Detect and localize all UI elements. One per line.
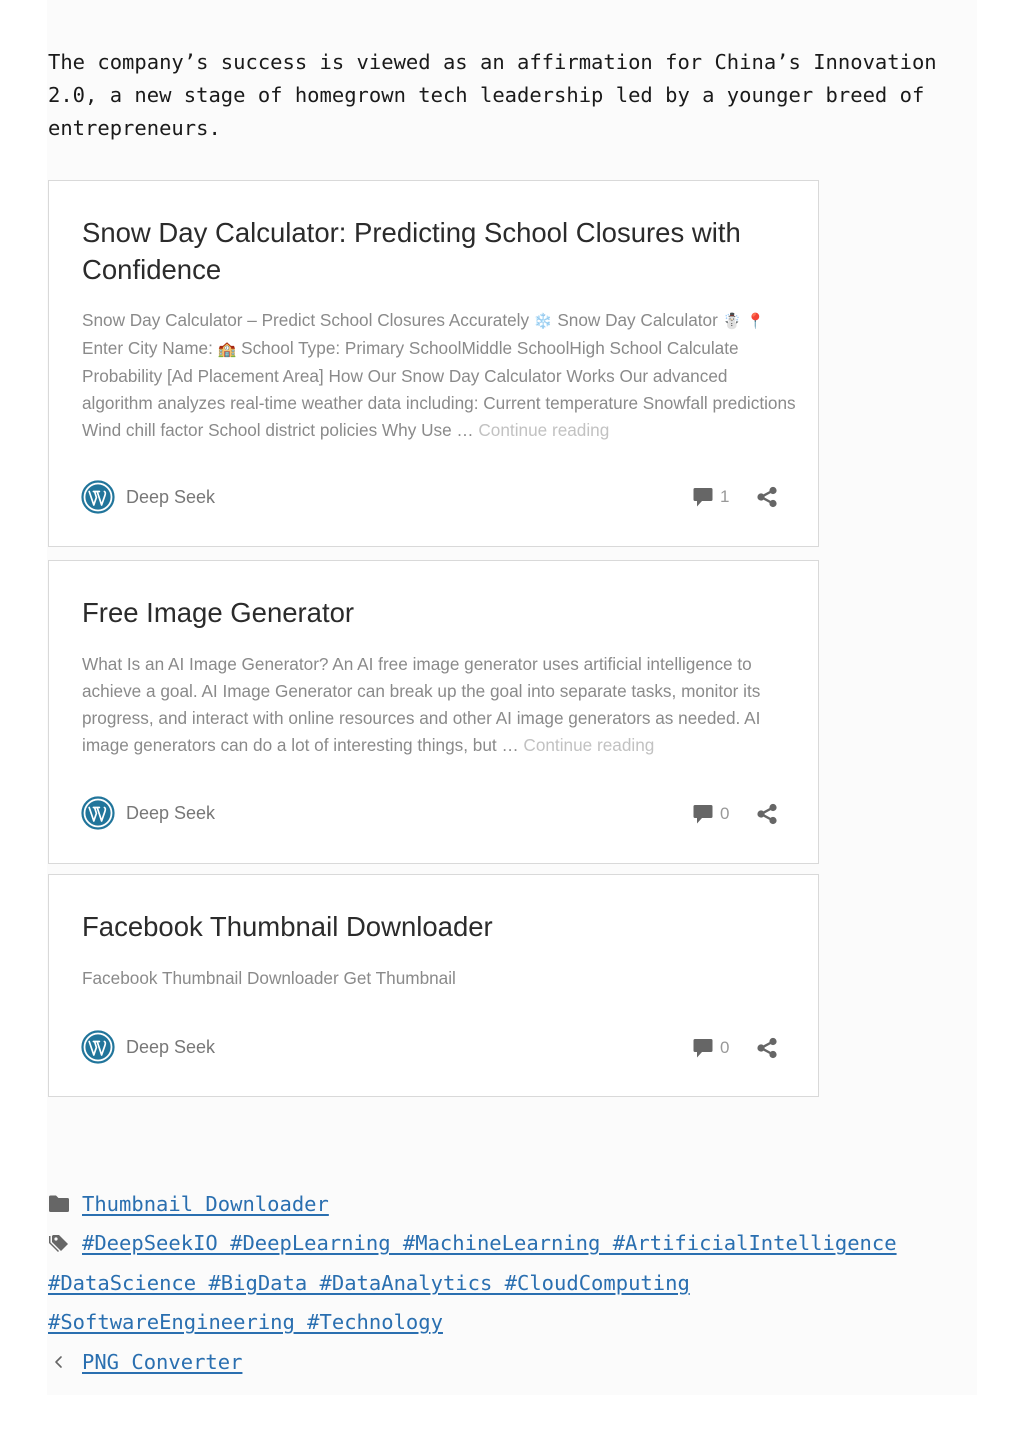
folder-icon — [48, 1194, 70, 1214]
share-icon[interactable] — [756, 486, 778, 508]
snowman-icon: ☃️ — [722, 313, 742, 330]
post-author[interactable] — [81, 1030, 215, 1064]
tags-link-line1[interactable]: #DeepSeekIO #DeepLearning #MachineLearning #ArtificialIntelligence — [82, 1231, 897, 1255]
tags-icon — [48, 1233, 70, 1253]
wordpress-icon — [81, 1030, 115, 1064]
post-tags — [48, 1224, 897, 1263]
comment-icon[interactable] — [693, 1038, 713, 1059]
author-name: Deep Seek — [126, 1036, 216, 1057]
comment-count[interactable]: 0 — [720, 804, 730, 823]
excerpt-text: Snow Day Calculator – Predict School Closures Accurately — [82, 310, 534, 330]
post-meta-actions — [693, 486, 778, 508]
post-title[interactable]: Free Image Generator — [82, 597, 355, 628]
share-icon[interactable] — [756, 1037, 778, 1059]
post-author[interactable] — [81, 480, 215, 514]
post-excerpt — [82, 307, 797, 444]
category-link[interactable]: Thumbnail Downloader — [82, 1192, 329, 1216]
post-category — [48, 1185, 329, 1224]
intro-paragraph: The company’s success is viewed as an affirmation for China’s Innovation 2.0, a new stage of homegrown tech leadership led by a younger breed of entrepreneurs. — [48, 50, 937, 140]
excerpt-text: School Type: Primary SchoolMiddle SchoolHigh School Calculate Probability [Ad Placement Area] How Our Snow Day Calculator Works Our advanced algorithm analyzes real-time weather data including: Current temperature Snowfall predictions Wind chill factor School district policies Why Use … — [82, 338, 796, 440]
post-card-image-generator — [48, 560, 819, 864]
post-tags-continued — [48, 1264, 690, 1303]
snowflake-icon: ❄️ — [533, 313, 553, 330]
school-icon: 🏫 — [217, 341, 237, 358]
comment-icon[interactable] — [693, 487, 713, 508]
post-card-facebook-thumbnail — [48, 874, 819, 1097]
post-excerpt — [82, 965, 797, 992]
post-navigation — [48, 1343, 242, 1382]
author-name: Deep Seek — [126, 802, 216, 823]
excerpt-text: Snow Day Calculator — [552, 310, 723, 330]
author-name: Deep Seek — [126, 486, 216, 507]
wordpress-icon — [81, 796, 115, 830]
excerpt-text: Facebook Thumbnail Downloader Get Thumbnail — [82, 968, 456, 988]
post-author[interactable] — [81, 796, 215, 830]
continue-reading-link[interactable]: Continue reading — [523, 735, 655, 755]
tags-link-line2[interactable]: #DataScience #BigData #DataAnalytics #CloudComputing — [48, 1271, 690, 1295]
wordpress-icon — [81, 480, 115, 514]
comment-icon[interactable] — [693, 804, 713, 825]
excerpt-text: Enter City Name: — [82, 338, 218, 358]
continue-reading-link[interactable]: Continue reading — [478, 420, 610, 440]
post-meta-actions — [693, 1037, 778, 1059]
post-card-snow-day — [48, 180, 819, 547]
share-icon[interactable] — [756, 803, 778, 825]
post-title[interactable]: Snow Day Calculator: Predicting School Closures with Confidence — [82, 217, 741, 285]
post-tags-continued — [48, 1303, 443, 1342]
post-title[interactable]: Facebook Thumbnail Downloader — [82, 911, 493, 942]
chevron-left-icon[interactable] — [48, 1352, 70, 1372]
comment-count[interactable]: 0 — [720, 1038, 730, 1057]
pin-icon: 📍 — [746, 313, 765, 330]
excerpt-text: What Is an AI Image Generator? An AI free image generator uses artificial intelligence to achieve a goal. AI Image Generator can break up the goal into separate tasks, monitor its progress, and interact with online resources and other AI image generators as needed. AI image generators can do a lot of interesting things, but … — [82, 654, 761, 755]
tags-link-line3[interactable]: #SoftwareEngineering #Technology — [48, 1310, 443, 1334]
post-excerpt — [82, 651, 797, 759]
comment-count[interactable]: 1 — [720, 487, 730, 506]
post-meta-actions — [693, 803, 778, 825]
previous-post-link[interactable]: PNG Converter — [82, 1350, 243, 1374]
